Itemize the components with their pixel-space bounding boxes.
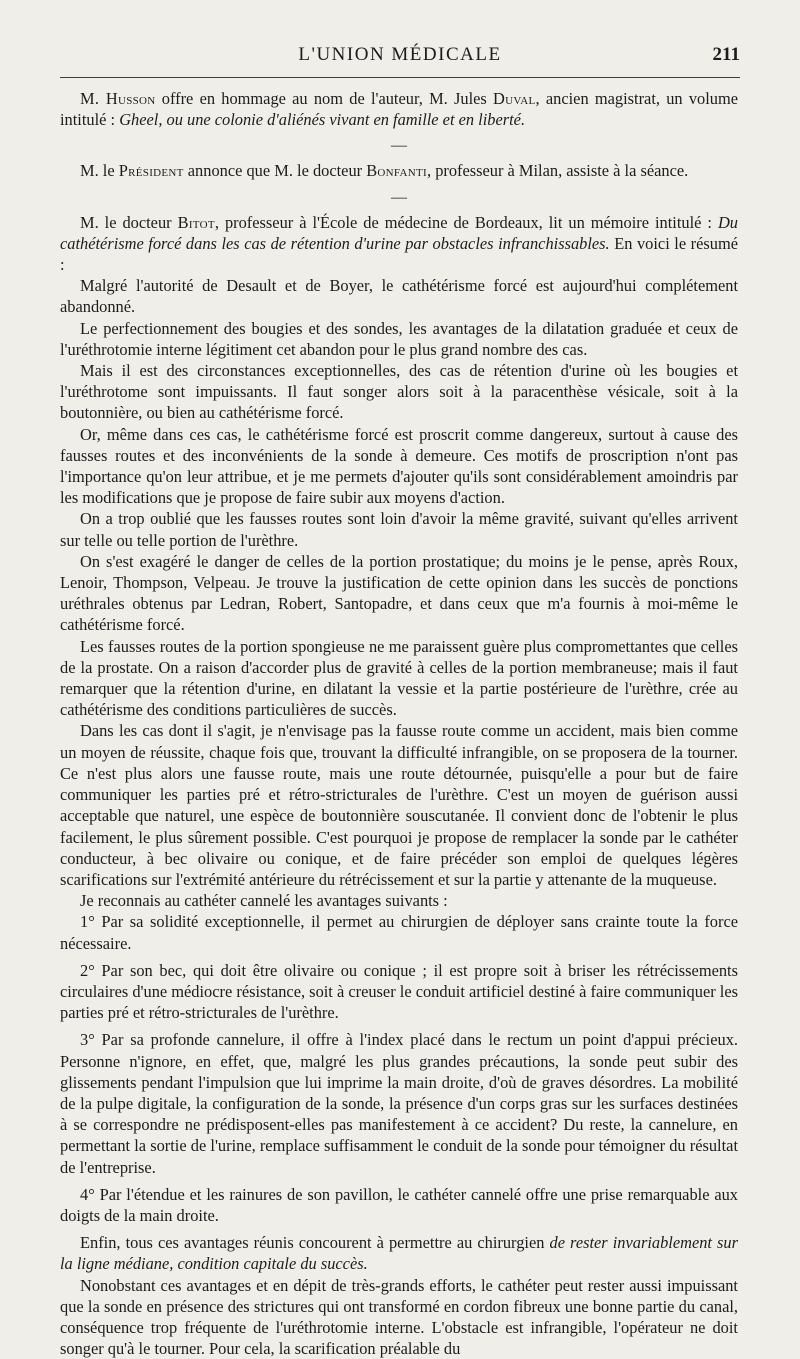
running-title: L'UNION MÉDICALE [298, 44, 502, 65]
paragraph: Le perfectionnement des bougies et des sondes, les avantages de la dilatation graduée et ceux de l'uréthrotomie interne légitiment cet abandon pour le plus grand nombre des cas. [60, 318, 738, 359]
paragraph: Je reconnais au cathéter cannelé les avantages suivants : [80, 891, 448, 911]
paragraph-husson: M. Husson offre en hommage au nom de l'auteur, M. Jules Duval, ancien magistrat, un volume intitulé : Gheel, ou une colonie d'aliénés vivant en famille et en liberté. [60, 89, 739, 130]
paragraph: Nonobstant ces avantages et en dépit de très-grands efforts, le cathéter peut rester aussi impuissant que la sonde en présence des strictures qui ont transformé en cordon fibreux une bonne partie du canal, conséquence trop fréquente de l'uréthrotomie interne. L'obstacle est infrangible, l'opérateur ne doit songer qu'à le tourner. Pour cela, la scarification préalable du [60, 1275, 738, 1359]
person-name: M. Husson [80, 89, 156, 108]
article-body [60, 88, 738, 1359]
paragraph: On a trop oublié que les fausses routes sont loin d'avoir la même gravité, suivant qu'elles arrivent sur telle ou telle portion de l'urèthre. [60, 509, 738, 550]
person-name: Bitot [177, 212, 215, 232]
person-name: Président [118, 161, 184, 181]
numbered-item: 2° Par son bec, qui doit être olivaire ou conique ; il est propre soit à briser les rétrécissements circulaires d'une médiocre résistance, soit à creuser le conduit artificiel destiné à faire communiquer les parties pré et rétro-stricturales de l'urèthre. [60, 960, 738, 1023]
paragraph: Or, même dans ces cas, le cathétérisme forcé est proscrit comme dangereux, surtout à cause des fausses routes et des inconvénients de la sonde à demeure. Ces motifs de proscription n'ont pas l'importance qu'on leur attribue, et je me permets d'ajouter qu'ils sont considérablement amoindris par les modifications que je propose de faire subir aux moyens d'action. [60, 424, 738, 508]
memoir-title: Du cathétérisme forcé dans les cas de rétention d'urine par obstacles infranchissables. [60, 212, 738, 253]
emphasis: de rester invariablement sur la ligne médiane, condition capitale du succès. [60, 1233, 738, 1274]
person-name: Duval [493, 89, 536, 108]
header-rule [60, 77, 740, 78]
paragraph: On s'est exagéré le danger de celles de la portion prostatique; du moins je le pense, après Roux, Lenoir, Thompson, Velpeau. Je trouve la justification de cette opinion dans les succès de ponctions uréthrales obtenus par Ledran, Robert, Santopadre, et dans ceux que m'a fournis à moi-même le cathétérisme forcé. [60, 551, 738, 635]
separator-dash: — [391, 137, 407, 155]
numbered-item: 1° Par sa solidité exceptionnelle, il permet au chirurgien de déployer sans crainte toute la force nécessaire. [60, 912, 738, 953]
paragraph-closing: Enfin, tous ces avantages réunis concourent à permettre au chirurgien de rester invariablement sur la ligne médiane, condition capitale du succès. [60, 1233, 738, 1274]
paragraph: Dans les cas dont il s'agit, je n'envisage pas la fausse route comme un accident, mais bien comme un moyen de réussite, chaque fois que, trouvant la difficulté infrangible, on se proposera de la tourner. Ce n'est plus alors une fausse route, mais une route détournée, puisqu'elle a pour but de faire communiquer les parties pré et rétro-stricturales de l'urèthre. C'est un moyen de guérison aussi acceptable que naturel, une espèce de boutonnière souscutanée. Il convient donc de l'obtenir le plus facilement, le plus sûrement possible. C'est pourquoi je propose de remplacer la sonde par le cathéter conducteur, à bec olivaire ou conique, et de faire précéder son emploi de quelques légères scarifications sur l'extrémité antérieure du rétrécissement et sur la partie y attenante de la muqueuse. [60, 721, 738, 889]
separator-dash: — [391, 188, 407, 206]
paragraph: Mais il est des circonstances exceptionnelles, des cas de rétention d'urine où les bougies et l'uréthrotome sont impuissants. Il faut songer alors soit à la paracenthèse vésicale, soit à la boutonnière, ou bien au cathétérisme forcé. [60, 361, 738, 423]
person-name: Bonfanti [366, 161, 427, 181]
paragraph: Malgré l'autorité de Desault et de Boyer, le cathétérisme forcé est aujourd'hui complétement abandonné. [60, 276, 738, 317]
paragraph-president: M. le Président annonce que M. le docteur Bonfanti, professeur à Milan, assiste à la séance. [80, 161, 689, 181]
paragraph-bitot: M. le docteur Bitot, professeur à l'École de médecine de Bordeaux, lit un mémoire intitulé : Du cathétérisme forcé dans les cas de rétention d'urine par obstacles infranchissables. En voici le résumé : [60, 212, 739, 275]
page-number: 211 [712, 44, 740, 65]
paragraph: Les fausses routes de la portion spongieuse ne me paraissent guère plus compromettantes que celles de la prostate. On a raison d'accorder plus de gravité à celles de la portion membraneuse; mais il faut remarquer que la rétention d'urine, en dilatant la vessie et la partie postérieure de l'urèthre, crée au cathétérisme des conditions particulières de succès. [60, 636, 738, 720]
page-header [60, 40, 740, 70]
numbered-item: 4° Par l'étendue et les rainures de son pavillon, le cathéter cannelé offre une prise remarquable aux doigts de la main droite. [60, 1184, 738, 1225]
numbered-item: 3° Par sa profonde cannelure, il offre à l'index placé dans le rectum un point d'appui précieux. Personne n'ignore, en effet, que, malgré les plus grandes précautions, la sonde peut subir des glissements pendant l'impulsion que lui imprime la main droite, d'où de graves désordres. La mobilité de la pulpe digitale, la configuration de la sonde, la présence d'un corps gras sur les surfaces destinées à se correspondre ne prédisposent-elles pas manifestement à ce accident? Du reste, la cannelure, en permettant la sortie de l'urine, remplace suffisamment le conduit de la sonde pour témoigner du résultat de l'entreprise. [60, 1030, 738, 1177]
book-title: Gheel, ou une colonie d'aliénés vivant en famille et en liberté. [119, 110, 526, 130]
